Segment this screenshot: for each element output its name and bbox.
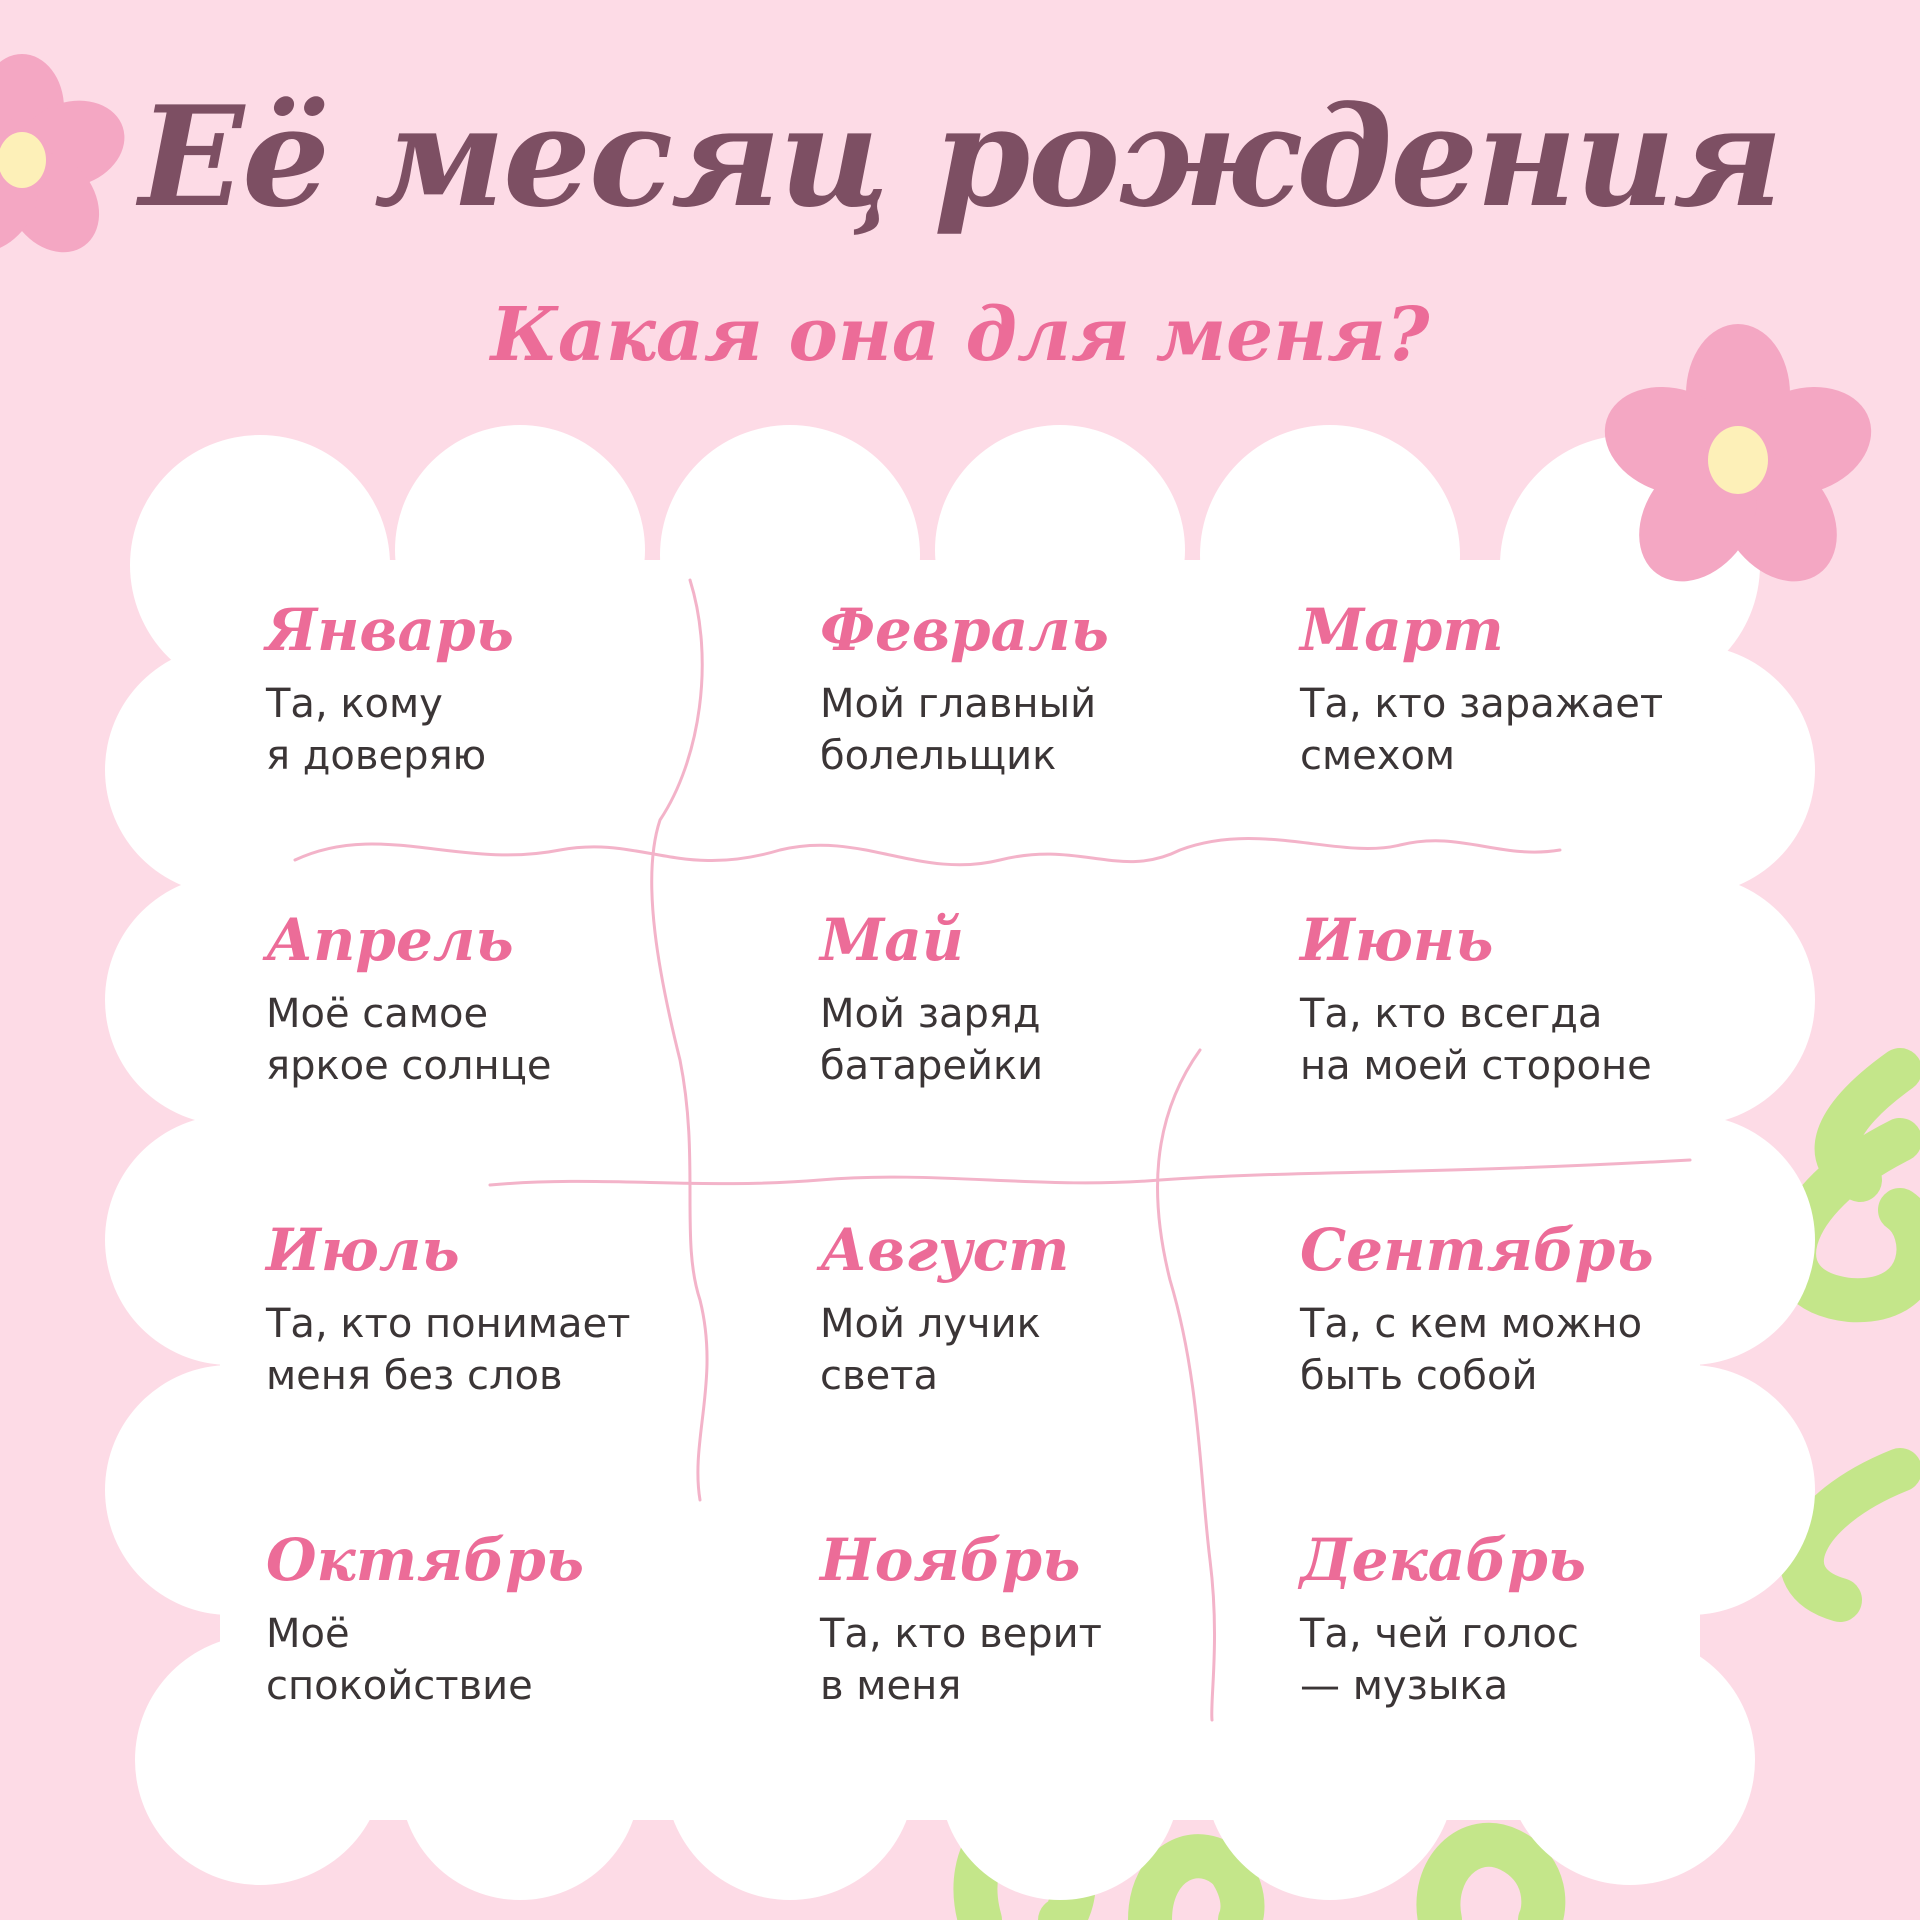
month-description xyxy=(1300,988,1740,1092)
month-description xyxy=(820,1608,1260,1712)
month-name: Июнь xyxy=(1300,906,1494,974)
month-description xyxy=(266,988,706,1092)
description-line: — музыка xyxy=(1300,1662,1509,1709)
month-card xyxy=(1300,906,1740,1092)
month-description xyxy=(1300,1298,1740,1402)
month-name: Январь xyxy=(266,596,514,664)
description-line: Мой главный xyxy=(820,680,1097,727)
description-line: в меня xyxy=(820,1662,962,1709)
month-description xyxy=(266,1608,706,1712)
month-description xyxy=(820,678,1260,782)
description-line: Мой лучик xyxy=(820,1300,1041,1347)
description-line: на моей стороне xyxy=(1300,1042,1652,1089)
description-line: Та, кто понимает xyxy=(266,1300,631,1347)
description-line: болельщик xyxy=(820,732,1057,779)
month-name: Февраль xyxy=(820,596,1109,664)
description-line: Та, с кем можно xyxy=(1300,1300,1643,1347)
description-line: спокойствие xyxy=(266,1662,533,1709)
month-name: Апрель xyxy=(266,906,514,974)
month-name: Июль xyxy=(266,1216,460,1284)
description-line: Та, чей голос xyxy=(1300,1610,1579,1657)
description-line: Та, кто заражает xyxy=(1300,680,1664,727)
month-name: Май xyxy=(820,906,964,974)
month-card xyxy=(820,906,1260,1092)
description-line: света xyxy=(820,1352,938,1399)
month-card xyxy=(1300,596,1740,782)
month-description xyxy=(820,1298,1260,1402)
description-line: батарейки xyxy=(820,1042,1044,1089)
month-description xyxy=(1300,678,1740,782)
month-description xyxy=(820,988,1260,1092)
page-title: Её месяц рождения xyxy=(138,75,1781,238)
description-line: быть собой xyxy=(1300,1352,1538,1399)
description-line: яркое солнце xyxy=(266,1042,552,1089)
month-name: Сентябрь xyxy=(1300,1216,1654,1284)
month-description xyxy=(266,678,706,782)
month-card xyxy=(266,1526,706,1712)
month-card xyxy=(820,596,1260,782)
month-card xyxy=(820,1526,1260,1712)
month-card xyxy=(266,596,706,782)
month-name: Август xyxy=(820,1216,1070,1284)
page-subtitle: Какая она для меня? xyxy=(490,292,1430,378)
month-card xyxy=(266,906,706,1092)
month-card xyxy=(266,1216,706,1402)
description-line: Моё xyxy=(266,1610,350,1657)
description-line: Моё самое xyxy=(266,990,489,1037)
description-line: Та, кто верит xyxy=(820,1610,1102,1657)
month-card xyxy=(1300,1216,1740,1402)
description-line: меня без слов xyxy=(266,1352,563,1399)
month-card xyxy=(1300,1526,1740,1712)
description-line: Та, кому xyxy=(266,680,443,727)
description-line: Та, кто всегда xyxy=(1300,990,1603,1037)
month-name: Октябрь xyxy=(266,1526,585,1594)
month-card xyxy=(820,1216,1260,1402)
month-name: Ноябрь xyxy=(820,1526,1081,1594)
month-name: Декабрь xyxy=(1300,1526,1587,1594)
month-name: Март xyxy=(1300,596,1504,664)
description-line: Мой заряд xyxy=(820,990,1041,1037)
description-line: я доверяю xyxy=(266,732,487,779)
month-description xyxy=(1300,1608,1740,1712)
description-line: смехом xyxy=(1300,732,1456,779)
month-description xyxy=(266,1298,706,1402)
